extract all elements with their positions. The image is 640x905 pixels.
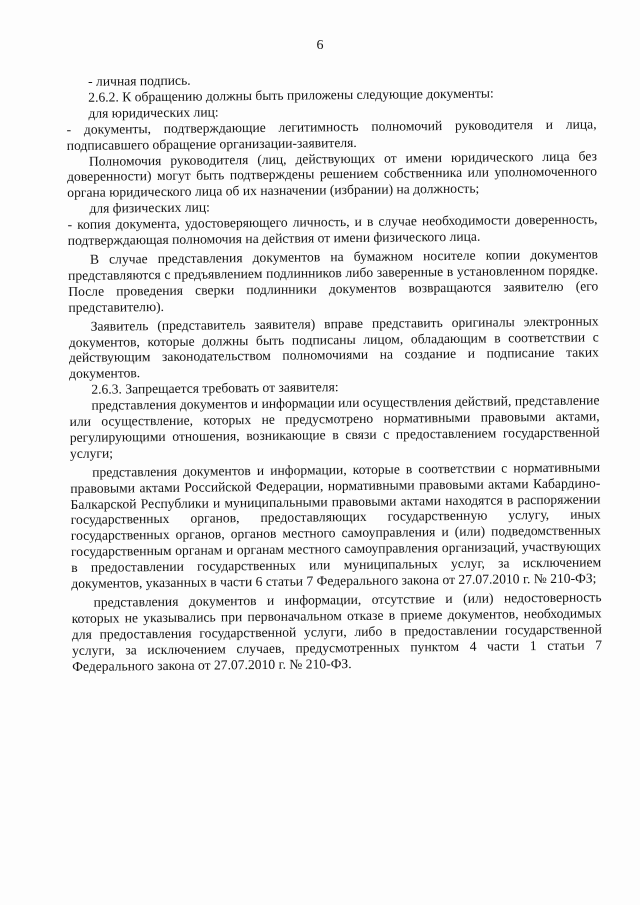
- paragraph-signature-item: - личная подпись.: [87, 72, 191, 89]
- paragraph-legal-entities-heading: для юридических лиц:: [88, 104, 219, 121]
- paragraph-individuals-documents: - копия документа, удостоверяющего личность, и в случае необходимости доверенность, подтверждающая полномочия на действия от имени физического лица.: [67, 211, 598, 249]
- document-body: [66, 68, 602, 674]
- paragraph-prohibition-2: представления документов и информации, которые в соответствии с нормативными правовыми актами Российской Федерации, нормативными правовыми актами Кабардино-Балкарской Республики и муниципальными правовыми актами находятся в распоряжении государственных органов, предоставляющих государственную услугу, иных государственных органов, органов местного самоуправления и (или) подведомственных государственным органам и органам местного самоуправления организаций, участвующих в предоставлении государственных или муниципальных услуг, за исключением документов, указанных в части 6 статьи 7 Федерального закона от 27.07.2010 г. № 210-ФЗ;: [70, 459, 602, 592]
- paragraph-electronic-documents: Заявитель (представитель заявителя) вправе представить оригиналы электронных документов, которые должны быть подписаны лицом, обладающим в соответствии с действующим законодательством полномочиями на создание и подписание таких документов.: [68, 313, 600, 382]
- paragraph-prohibition-1: представления документов и информации или осуществления действий, представление или осуществление, которых не предусмотрено нормативными правовыми актами, регулирующими отношения, возникающие в связи с предоставлением государственной услуги;: [69, 392, 600, 461]
- paragraph-head-authority: Полномочия руководителя (лиц, действующих от имени юридического лица без доверенности) могут быть подтверждены решением собственника или уполномоченного органа юридического лица об их назначении (избрании) на должность;: [66, 147, 598, 201]
- paragraph-prohibition-3: представления документов и информации, отсутствие и (или) недостоверность которых не указывались при первоначальном отказе в приеме документов, необходимых для предоставления государственной услуги, либо в предоставлении государственной услуги, за исключением случаев, предусмотренных пунктом 4 части 1 статьи 7 Федерального закона от 27.07.2010 г. № 210-ФЗ.: [71, 589, 603, 674]
- paragraph-section-2-6-2: 2.6.2. К обращению должны быть приложены следующие документы:: [88, 85, 494, 105]
- paragraph-legal-entities-documents: - документы, подтверждающие легитимность полномочий руководителя и лица, подписавшего обращение организации-заявителя.: [66, 116, 597, 153]
- paragraph-section-2-6-3: 2.6.3. Запрещается требовать от заявителя:: [91, 379, 339, 397]
- paragraph-individuals-heading: для физических лиц:: [89, 199, 210, 217]
- paragraph-paper-documents: В случае представления документов на бумажном носителе копии документов представляются с предъявлением подлинников либо заверенные в установленном порядке. После проведения сверки подлинники документов возвращаются заявителю (его представителю).: [68, 246, 599, 315]
- page-number: 6: [316, 38, 324, 53]
